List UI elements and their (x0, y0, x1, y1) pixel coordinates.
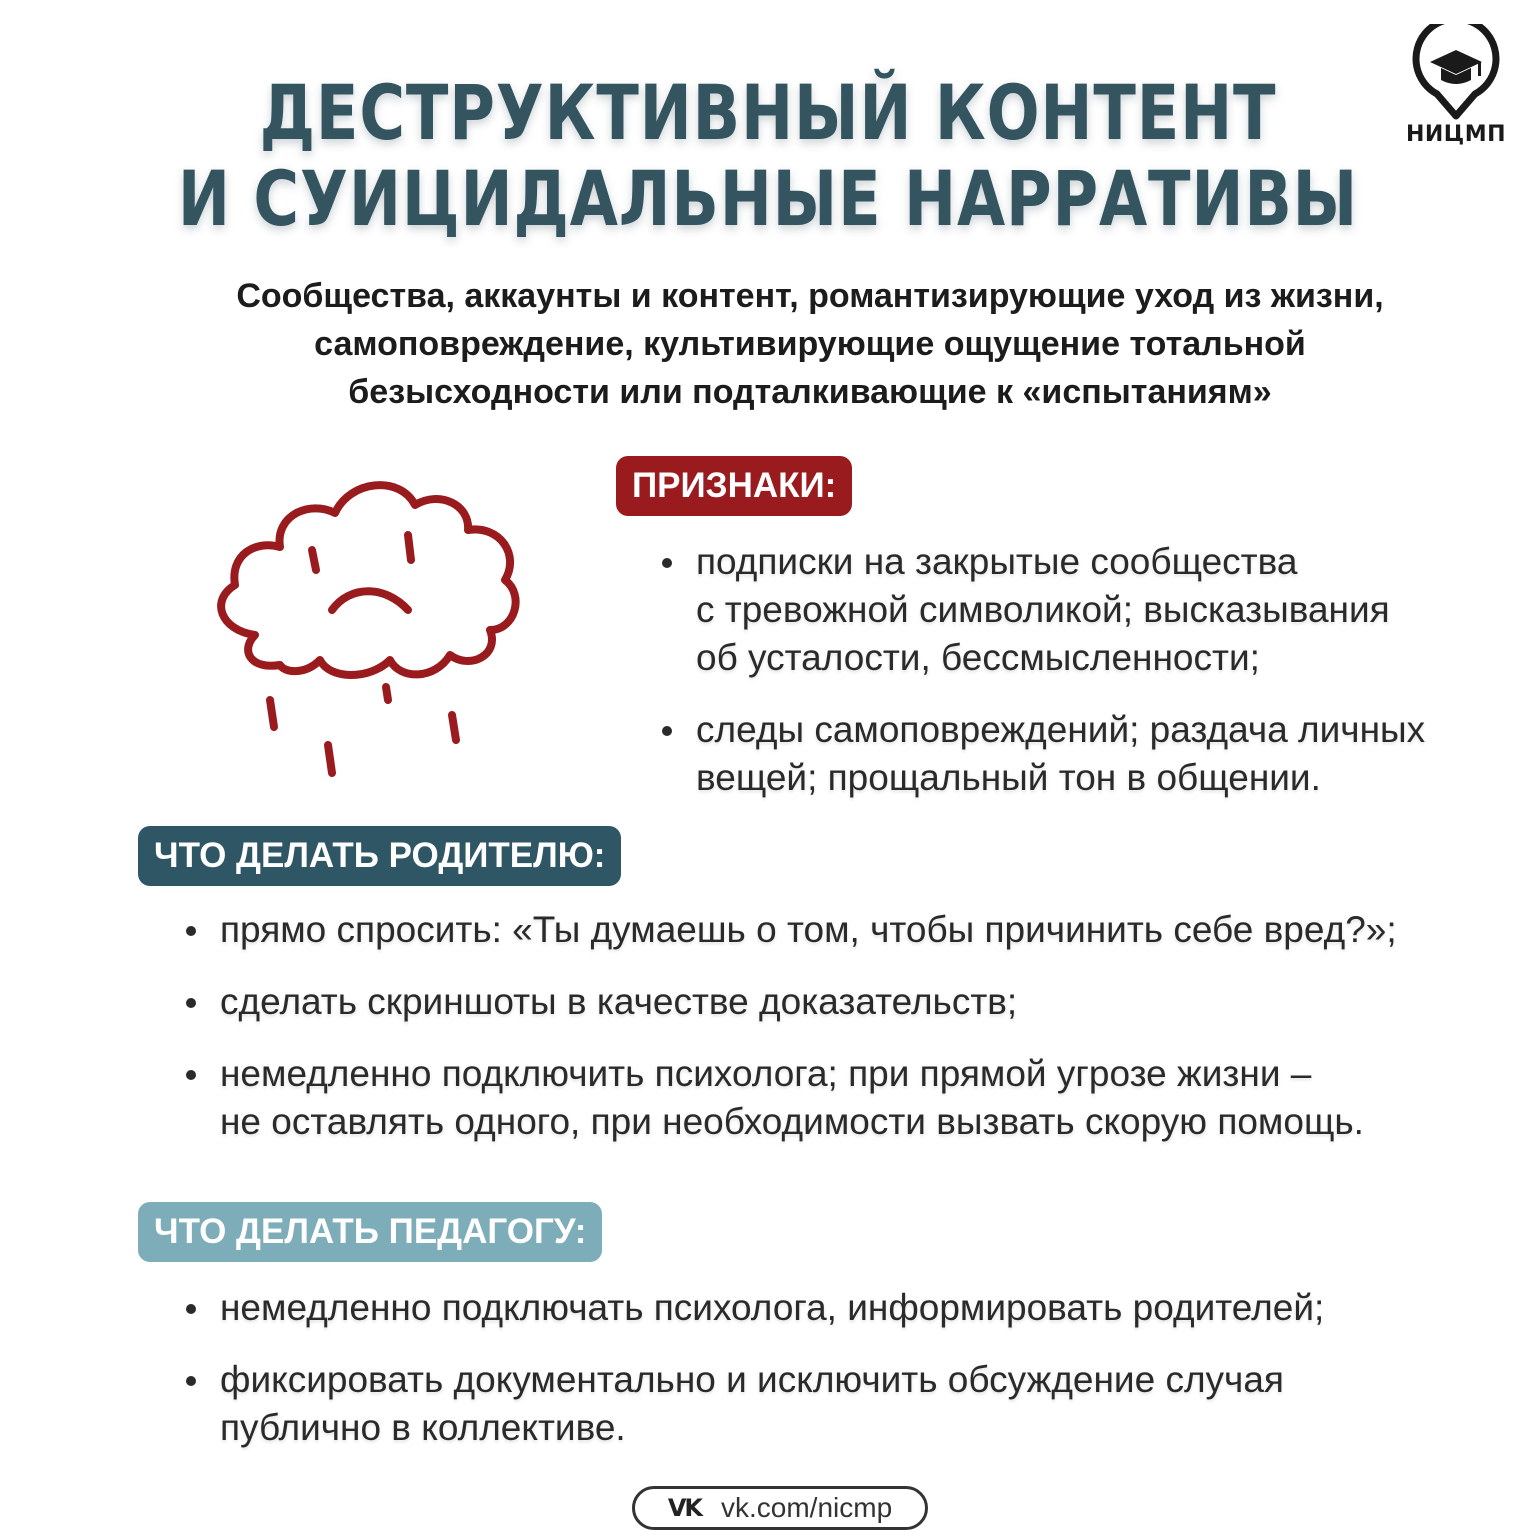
item-line: фиксировать документально и исключить обсуждение случая (220, 1359, 1284, 1400)
vk-logo-icon: VK (667, 1494, 701, 1522)
parent-list (186, 906, 1486, 1170)
signs-list (662, 538, 1502, 826)
title-line-1: ДЕСТРУКТИВНЫЙ КОНТЕНТ (259, 68, 1277, 157)
parent-label: ЧТО ДЕЛАТЬ РОДИТЕЛЮ: (138, 826, 621, 886)
item-line: вещей; прощальный тон в общении. (696, 757, 1321, 798)
organization-logo (1394, 24, 1518, 148)
teacher-label: ЧТО ДЕЛАТЬ ПЕДАГОГУ: (138, 1202, 602, 1262)
page-title (138, 70, 1398, 242)
item-line: с тревожной символикой; высказывания (696, 589, 1390, 630)
list-item (186, 1356, 1486, 1452)
item-line: не оставлять одного, при необходимости вызвать скорую помощь. (220, 1101, 1364, 1142)
vk-link[interactable] (632, 1486, 928, 1530)
subtitle (120, 272, 1500, 416)
item-line: немедленно подключать психолога, информировать родителей; (220, 1287, 1325, 1328)
item-line: немедленно подключить психолога; при прямой угрозе жизни – (220, 1053, 1312, 1094)
signs-label: ПРИЗНАКИ: (616, 456, 852, 516)
list-item (186, 978, 1486, 1026)
item-line: следы самоповреждений; раздача личных (696, 709, 1426, 750)
vk-link-text: vk.com/nicmp (721, 1492, 893, 1523)
logo-text: НИЦМП (1405, 122, 1507, 147)
list-item (186, 906, 1486, 954)
sad-rain-cloud-icon (200, 455, 540, 795)
list-item (662, 538, 1502, 682)
item-line: об усталости, бессмысленности; (696, 637, 1260, 678)
item-line: публично в коллективе. (220, 1407, 626, 1448)
item-line: сделать скриншоты в качестве доказательств; (220, 981, 1018, 1022)
item-line: подписки на закрытые сообщества (696, 541, 1298, 582)
subtitle-line-1: Сообщества, аккаунты и контент, романтизирующие уход из жизни, (236, 277, 1384, 315)
list-item (186, 1050, 1486, 1146)
graduation-cap-pin-icon (1410, 24, 1502, 120)
item-line: прямо спросить: «Ты думаешь о том, чтобы причинить себе вред?»; (220, 909, 1397, 950)
subtitle-line-2: самоповреждение, культивирующие ощущение тотальной (314, 325, 1306, 363)
title-line-2: И СУИЦИДАЛЬНЫЕ НАРРАТИВЫ (177, 154, 1359, 243)
subtitle-line-3: безысходности или подталкивающие к «испытаниям» (348, 373, 1272, 411)
list-item (662, 706, 1502, 802)
list-item (186, 1284, 1486, 1332)
teacher-list (186, 1284, 1486, 1476)
